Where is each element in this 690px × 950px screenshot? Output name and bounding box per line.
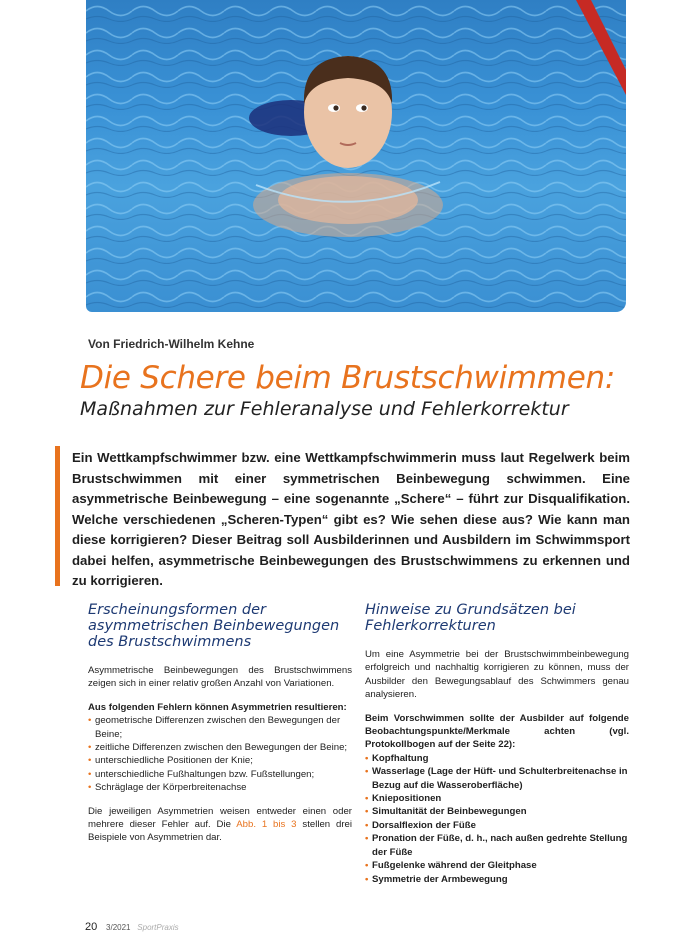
lead-paragraph: Ein Wettkampfschwimmer bzw. eine Wettkampfschwimmerin muss laut Regelwerk beim Brustschwimmen mit einer symmetrischen Beinbewegung schwimmen. Eine asymmetrische Beinbewegung – eine sogenannte „Schere“ – führt zur Disqualifikation. Welche verschiedenen „Scheren-Typen“ gibt es? Wie sehen diese aus? Wie kann man diese korrigieren? Dieser Beitrag soll Ausbilderinnen und Ausbildern im Schwimmsport dabei helfen, asymmetrische Beinbewegungen des Brustschwimmens zu erkennen und zu korrigieren. <box>72 450 630 588</box>
left-list-intro: Aus folgenden Fehlern können Asymmetrien resultieren: <box>88 701 347 713</box>
list-item: • Fußgelenke während der Gleitphase <box>365 859 629 872</box>
issue-number: 3/2021 <box>106 923 131 932</box>
left-paragraph-2 <box>88 805 352 845</box>
list-item: • Wasserlage (Lage der Hüft- und Schulterbreitenachse in Bezug auf die Wasseroberfläche) <box>365 765 629 792</box>
magazine-name: SportPraxis <box>137 923 179 932</box>
list-item: • Schräglage der Körperbreitenachse <box>88 781 352 794</box>
right-column <box>365 602 629 896</box>
lead-accent-bar <box>55 446 60 586</box>
list-item: • Kopfhaltung <box>365 752 629 765</box>
list-item: • Kniepositionen <box>365 792 629 805</box>
left-bullet-list <box>88 714 352 794</box>
list-item: • Simultanität der Beinbewegungen <box>365 805 629 818</box>
list-item: • Pronation der Füße, d. h., nach außen gedrehte Stellung der Füße <box>365 832 629 859</box>
swimmer-photo <box>86 0 626 312</box>
figure-reference-link[interactable]: Abb. 1 bis 3 <box>236 819 297 831</box>
list-item: • Dorsalflexion der Füße <box>365 819 629 832</box>
left-paragraph-1: Asymmetrische Beinbewegungen des Brustschwimmens zeigen sich in einer relativ großen Anzahl von Variationen. <box>88 665 352 690</box>
swimmer-illustration <box>86 0 626 312</box>
left-p2-end: stellen drei Beispiele von Asymmetrien dar. <box>88 819 352 844</box>
right-bullet-list <box>365 752 629 886</box>
page-footer <box>85 921 179 933</box>
right-paragraph-1: Um eine Asymmetrie bei der Brustschwimmbeinbewegung erfolgreich und nachhaltig korrigieren zu können, muss der Ausbilder den Bewegungsablauf des Schwimmers genau analysieren. <box>365 649 629 701</box>
left-column <box>88 602 352 855</box>
left-column-heading: Erscheinungsformen der asymmetrischen Beinbewegungen des Brustschwimmens <box>88 602 340 650</box>
list-item: • unterschiedliche Fußhaltungen bzw. Fußstellungen; <box>88 768 352 781</box>
article-title: Die Schere beim Brustschwimmen: <box>80 360 615 396</box>
page-number: 20 <box>85 921 98 933</box>
list-item: • geometrische Differenzen zwischen den Bewegungen der Beine; <box>88 714 352 741</box>
right-list-intro: Beim Vorschwimmen sollte der Ausbilder auf folgende Beobachtungspunkte/Merkmale achten (vgl. Protokollbogen auf der Seite 22): <box>365 712 629 751</box>
list-item: • zeitliche Differenzen zwischen den Bewegungen der Beine; <box>88 741 352 754</box>
left-p2-start: Die jeweiligen Asymmetrien weisen entweder einen oder mehrere dieser Fehler auf. Die <box>88 805 352 831</box>
article-subtitle: Maßnahmen zur Fehleranalyse und Fehlerkorrektur <box>80 398 569 420</box>
list-item: • unterschiedliche Positionen der Knie; <box>88 754 352 767</box>
list-item: • Symmetrie der Armbewegung <box>365 873 629 886</box>
right-column-heading: Hinweise zu Grundsätzen bei Fehlerkorrekturen <box>365 602 576 634</box>
author-byline: Von Friedrich-Wilhelm Kehne <box>88 337 255 351</box>
